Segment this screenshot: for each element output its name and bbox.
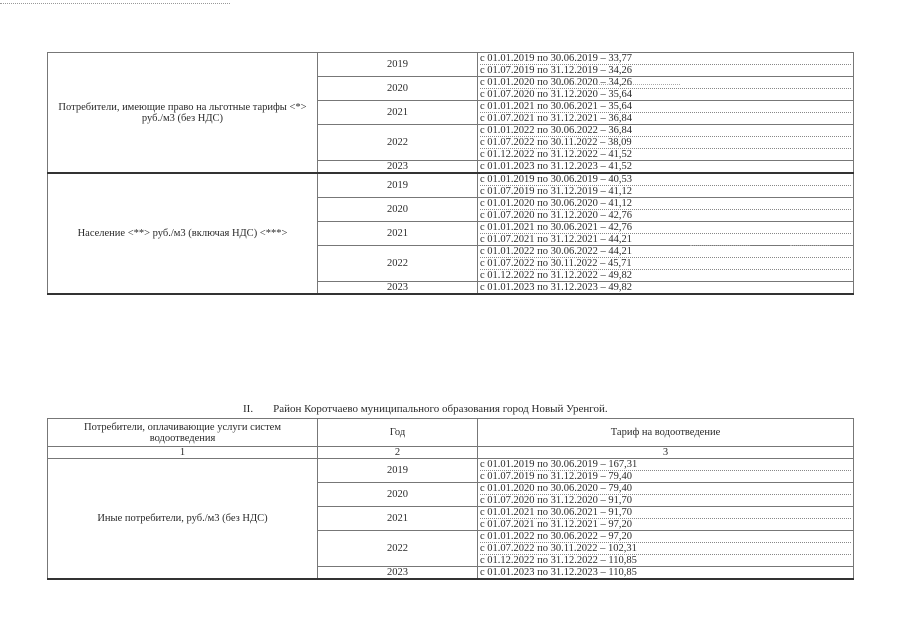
tariff-period-line: с 01.07.2022 по 30.11.2022 – 45,71	[480, 258, 851, 270]
tariff-period-line: с 01.07.2021 по 31.12.2021 – 97,20	[480, 519, 633, 530]
tariff-period-line: с 01.01.2023 по 31.12.2023 – 41,52	[480, 161, 633, 172]
tariff-period-line: с 01.01.2021 по 30.06.2021 – 35,64	[480, 101, 851, 113]
tariff-periods-cell	[478, 459, 854, 483]
column-number-1: 1	[48, 447, 318, 459]
year-cell: 2022	[318, 531, 478, 567]
year-cell: 2021	[318, 222, 478, 246]
tariff-period-line: с 01.01.2019 по 30.06.2019 – 33,77	[480, 53, 851, 65]
table-row	[48, 459, 854, 483]
scan-artifact	[560, 84, 680, 85]
table-header-row	[48, 419, 854, 447]
tariff-period-line: с 01.01.2023 по 31.12.2023 – 110,85	[480, 567, 637, 578]
tariff-period-line: с 01.01.2020 по 30.06.2020 – 79,40	[480, 483, 851, 495]
tariff-periods-cell	[478, 531, 854, 567]
consumer-category: Потребители, имеющие право на льготные тарифы <*> руб./м3 (без НДС)	[48, 53, 318, 174]
tariff-period-line: с 01.07.2020 по 31.12.2020 – 35,64	[480, 89, 633, 100]
tariff-period-line: с 01.01.2022 по 30.06.2022 – 44,21	[480, 246, 851, 258]
tariff-period-line: с 01.01.2019 по 30.06.2019 – 40,53	[480, 174, 851, 186]
column-number-row	[48, 447, 854, 459]
tariff-periods-cell	[478, 125, 854, 161]
tariff-period-line: с 01.07.2022 по 30.11.2022 – 38,09	[480, 137, 851, 149]
tariff-period-line: с 01.12.2022 по 31.12.2022 – 41,52	[480, 149, 633, 160]
tariff-period-line: с 01.01.2020 по 30.06.2020 – 41,12	[480, 198, 851, 210]
tariff-period-line: с 01.07.2019 по 31.12.2019 – 41,12	[480, 186, 633, 197]
year-cell: 2023	[318, 282, 478, 295]
table-row	[48, 53, 854, 77]
header-consumers: Потребители, оплачивающие услуги систем водоотведения	[48, 419, 318, 447]
tariff-periods-cell	[478, 173, 854, 198]
section-title-text: Район Коротчаево муниципального образования город Новый Уренгой.	[273, 403, 608, 415]
tariff-period-line: с 01.01.2020 по 30.06.2020 – 34,26	[480, 77, 851, 89]
year-cell: 2021	[318, 101, 478, 125]
year-cell: 2019	[318, 53, 478, 77]
tariff-periods-cell	[478, 222, 854, 246]
tariff-period-line: с 01.07.2021 по 31.12.2021 – 36,84	[480, 113, 633, 124]
consumer-category: Иные потребители, руб./м3 (без НДС)	[48, 459, 318, 580]
scan-artifact	[690, 245, 750, 246]
tariff-periods-cell	[478, 53, 854, 77]
tariff-period-line: с 01.07.2021 по 31.12.2021 – 44,21	[480, 234, 633, 245]
tariff-periods-cell	[478, 101, 854, 125]
tariff-periods-cell	[478, 282, 854, 295]
column-number-2: 2	[318, 447, 478, 459]
tariff-period-line: с 01.01.2022 по 30.06.2022 – 36,84	[480, 125, 851, 137]
tariff-period-line: с 01.01.2019 по 30.06.2019 – 167,31	[480, 459, 851, 471]
year-cell: 2020	[318, 77, 478, 101]
year-cell: 2020	[318, 483, 478, 507]
tariff-periods-cell	[478, 483, 854, 507]
section-title	[243, 403, 608, 415]
tariff-period-line: с 01.07.2019 по 31.12.2019 – 34,26	[480, 65, 633, 76]
tariff-table-1	[47, 52, 854, 295]
tariff-periods-cell	[478, 198, 854, 222]
year-cell: 2023	[318, 567, 478, 580]
tariff-periods-cell	[478, 161, 854, 174]
consumer-category: Население <**> руб./м3 (включая НДС) <***>	[48, 173, 318, 294]
table-row	[48, 173, 854, 198]
tariff-period-line: с 01.07.2022 по 30.11.2022 – 102,31	[480, 543, 851, 555]
header-year: Год	[318, 419, 478, 447]
header-tariff: Тариф на водоотведение	[478, 419, 854, 447]
tariff-period-line: с 01.01.2021 по 30.06.2021 – 42,76	[480, 222, 851, 234]
tariff-period-line: с 01.07.2019 по 31.12.2019 – 79,40	[480, 471, 633, 482]
tariff-periods-cell	[478, 567, 854, 580]
tariff-table-2	[47, 418, 854, 580]
year-cell: 2022	[318, 125, 478, 161]
tariff-period-line: с 01.12.2022 по 31.12.2022 – 49,82	[480, 270, 633, 281]
section-number: II.	[243, 403, 254, 415]
tariff-period-line: с 01.01.2021 по 30.06.2021 – 91,70	[480, 507, 851, 519]
scan-artifact	[790, 245, 830, 246]
tariff-period-line: с 01.12.2022 по 31.12.2022 – 110,85	[480, 555, 637, 566]
year-cell: 2021	[318, 507, 478, 531]
column-number-3: 3	[478, 447, 854, 459]
year-cell: 2022	[318, 246, 478, 282]
tariff-period-line: с 01.01.2023 по 31.12.2023 – 49,82	[480, 282, 633, 293]
year-cell: 2020	[318, 198, 478, 222]
top-divider	[0, 3, 230, 4]
year-cell: 2019	[318, 173, 478, 198]
tariff-period-line: с 01.07.2020 по 31.12.2020 – 42,76	[480, 210, 633, 221]
tariff-periods-cell	[478, 77, 854, 101]
tariff-period-line: с 01.01.2022 по 30.06.2022 – 97,20	[480, 531, 851, 543]
tariff-period-line: с 01.07.2020 по 31.12.2020 – 91,70	[480, 495, 633, 506]
year-cell: 2023	[318, 161, 478, 174]
year-cell: 2019	[318, 459, 478, 483]
tariff-periods-cell	[478, 246, 854, 282]
tariff-periods-cell	[478, 507, 854, 531]
